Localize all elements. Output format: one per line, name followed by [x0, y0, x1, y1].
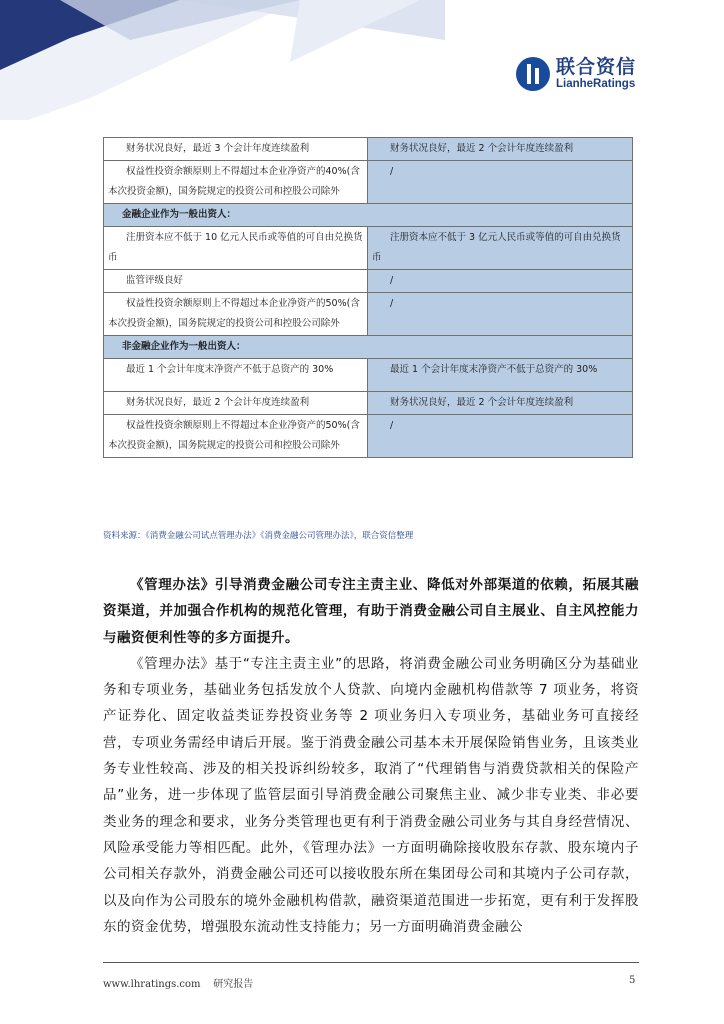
footer-info [103, 975, 253, 990]
footer-report-type: 研究报告 [213, 979, 254, 990]
table-cell-new: / [368, 293, 633, 336]
table-row [104, 392, 633, 415]
table-cell-new: 注册资本应不低于 3 亿元人民币或等值的可自由兑换货币 [368, 227, 633, 270]
table-row [104, 227, 633, 270]
logo-mark-icon [516, 57, 550, 91]
table-group-row [104, 204, 633, 227]
footer-divider [103, 962, 639, 963]
table-cell-old: 财务状况良好，最近 2 个会计年度连续盈利 [104, 392, 368, 415]
paragraph: 《管理办法》基于“专注主责主业”的思路，将消费金融公司业务明确区分为基础业务和专项业务，基础业务包括发放个人贷款、向境内金融机构借款等 7 项业务，将资产证券化、固定收益类证券投资业务等 2 项业务归入专项业务，基础业务可直接经营，专项业务需经申请后开展。鉴于消费金融公司基本未开展保险销售业务，且该类业务专业性较高、涉及的相关投诉纠纷较多，取消了“代理销售与消费贷款相关的保险产品”业务，进一步体现了监管层面引导消费金融公司聚焦主业、减少非专业类、非必要类业务的理念和要求，业务分类管理也更有利于消费金融公司业务与其自身经营情况、风险承受能力等相匹配。此外，《管理办法》一方面明确除接收股东存款、股东境内子公司相关存款外，消费金融公司还可以接收股东所在集团母公司和其境内子公司存款，以及向作为公司股东的境外金融机构借款，融资渠道范围进一步拓宽，更有利于发挥股东的资金优势，增强股东流动性支持能力；另一方面明确消费金融公 [103, 655, 639, 935]
table-cell-new: / [368, 270, 633, 293]
table-cell-old: 权益性投资余额原则上不得超过本企业净资产的50%(含本次投资金额)，国务院规定的投资公司和控股公司除外 [104, 293, 368, 336]
footer-website: www.lhratings.com [103, 979, 201, 990]
table-cell-new: / [368, 415, 633, 458]
table-cell-new: 最近 1 个会计年度末净资产不低于总资产的 30% [368, 359, 633, 392]
table-cell-new: / [368, 161, 633, 204]
table-cell-old: 注册资本应不低于 10 亿元人民币或等值的可自由兑换货币 [104, 227, 368, 270]
table-cell-new: 财务状况良好，最近 2 个会计年度连续盈利 [368, 138, 633, 161]
table-group-heading: 非金融企业作为一般出资人： [104, 336, 633, 359]
table-row [104, 138, 633, 161]
table-row [104, 293, 633, 336]
table-source-note: 资料来源：《消费金融公司试点管理办法》《消费金融公司管理办法》，联合资信整理 [103, 531, 414, 541]
table-cell-old: 财务状况良好，最近 3 个会计年度连续盈利 [104, 138, 368, 161]
table-cell-old: 权益性投资余额原则上不得超过本企业净资产的50%(含本次投资金额)，国务院规定的投资公司和控股公司除外 [104, 415, 368, 458]
logo-english-name: LianheRatings [556, 78, 636, 90]
table-group-heading: 金融企业作为一般出资人： [104, 204, 633, 227]
company-logo [516, 56, 636, 91]
paragraph: 《管理办法》引导消费金融公司专注主责主业、降低对外部渠道的依赖，拓展其融资渠道，并加强合作机构的规范化管理，有助于消费金融公司自主展业、自主风控能力与融资便利性等的多方面提升。 [103, 577, 639, 646]
table-row [104, 270, 633, 293]
table-cell-old: 权益性投资余额原则上不得超过本企业净资产的40%(含本次投资金额)，国务院规定的投资公司和控股公司除外 [104, 161, 368, 204]
table-cell-old: 最近 1 个会计年度末净资产不低于总资产的 30% [104, 359, 368, 392]
comparison-table [103, 137, 633, 458]
body-text [103, 572, 639, 940]
table-cell-new: 财务状况良好，最近 2 个会计年度连续盈利 [368, 392, 633, 415]
table-cell-old: 监管评级良好 [104, 270, 368, 293]
table-row [104, 415, 633, 458]
table-group-row [104, 336, 633, 359]
page-number: 5 [629, 975, 636, 986]
table-row [104, 161, 633, 204]
table-row [104, 359, 633, 392]
logo-chinese-name: 联合资信 [556, 56, 637, 78]
